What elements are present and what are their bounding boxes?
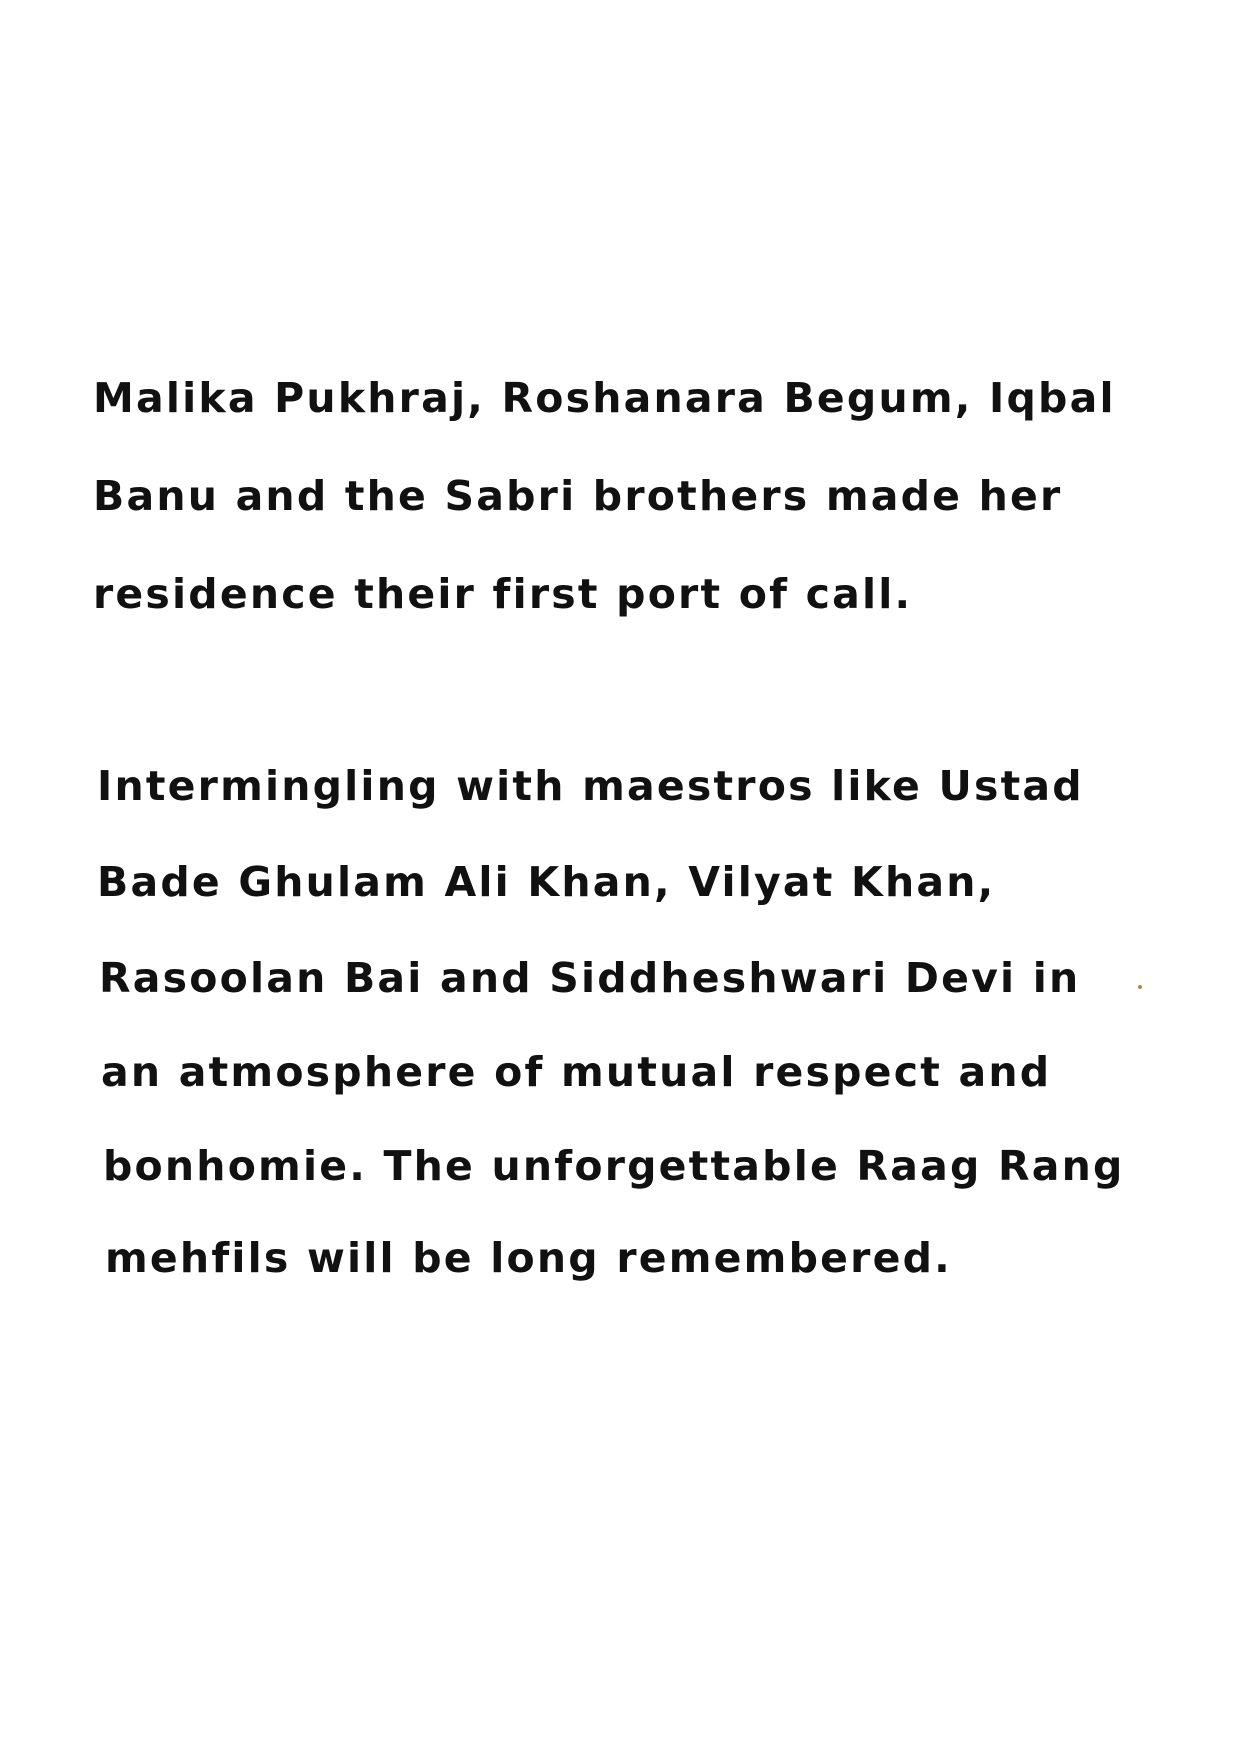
paragraph-line: mehfils will be long remembered. xyxy=(105,1234,952,1282)
paragraph-line: residence their first port of call. xyxy=(93,570,913,618)
paragraph-line: an atmosphere of mutual respect and xyxy=(101,1048,1052,1096)
paragraph-line: Intermingling with maestros like Ustad xyxy=(97,762,1084,810)
paragraph-line: bonhomie. The unforgettable Raag Rang xyxy=(103,1142,1125,1190)
paragraph-line: Malika Pukhraj, Roshanara Begum, Iqbal xyxy=(93,374,1116,422)
paragraph-line: Banu and the Sabri brothers made her xyxy=(93,472,1063,520)
paragraph-line: Rasoolan Bai and Siddheshwari Devi in xyxy=(99,954,1081,1002)
scan-speck xyxy=(1138,985,1142,989)
paragraph-line: Bade Ghulam Ali Khan, Vilyat Khan, xyxy=(97,858,996,906)
